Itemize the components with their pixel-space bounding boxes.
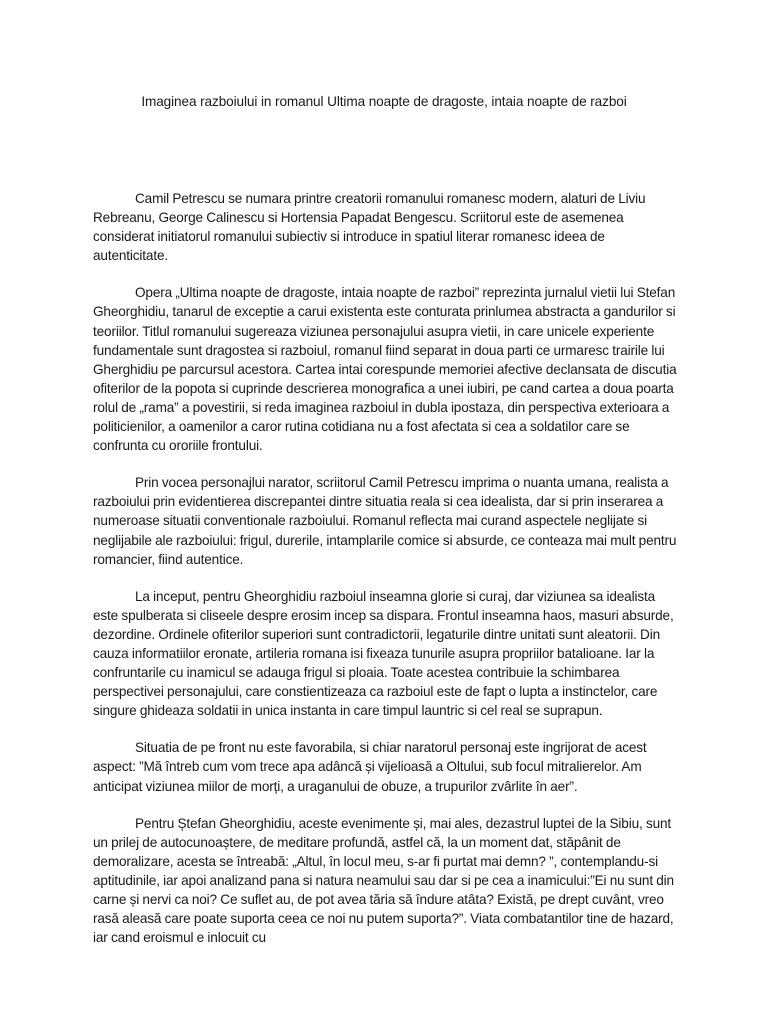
paragraph-opera: Opera „Ultima noapte de dragoste, intaia noapte de razboi” reprezinta jurnalul vietii lui Stefan Gheorghidiu, tanarul de exceptie a carui existenta este conturata prinlumea abstracta a gandurilor si teoriilor. Titlul romanului sugereaza viziunea personajului asupra vietii, in care unicele experiente fundamentale sunt dragostea si razboiul, romanul fiind separat in doua parti ce urmaresc trairile lui Gherghidiu pe parcursul acestora. Cartea intai corespunde memoriei afective declansata de discutia ofiterilor de la popota si cuprinde descrierea monografica a unei iubiri, pe cand cartea a doua poarta rolul de „rama” a povestirii, si reda imaginea razboiul in dubla ipostaza, din perspectiva exterioara a politicienilor, a oamenilor a caror rutina cotidiana nu a fost afectata si cea a soldatilor care se confrunta cu ororiile frontului. [93,285,677,454]
paragraph-self-knowledge: Pentru Ștefan Gheorghidiu, aceste evenimente și, mai ales, dezastrul luptei de la Sibiu, sunt un prilej de autocunoaștere, de meditare profundă, astfel că, la un moment dat, stăpânit de demoralizare, acesta se întreabă: „Altul, în locul meu, s-ar fi purtat mai demn? ”, contemplandu-si aptitudinile, iar apoi analizand pana si natura neamului sau dar si pe cea a inamicului:”Ei nu sunt din carne și nervi ca noi? Ce suflet au, de pot avea tăria să îndure atâta? Există, pe drept cuvânt, vreo rasă aleasă care poate suporta ceea ce noi nu putem suporta?”. Viata combatantilor tine de hazard, iar cand eroismul e inlocuit cu [93,815,674,946]
paragraph-front-situation: Situatia de pe front nu este favorabila, si chiar naratorul personaj este ingrijorat de acest aspect: ”Mă întreb cum vom trece apa adâncă și vijelioasă a Oltului, sub focul mitralierelor. Am anticipat viziunea miilor de morți, a uraganului de obuze, a trupurilor zvârlite în aer”. [93,740,647,794]
document-body [93,189,679,965]
paragraph-intro: Camil Petrescu se numara printre creatorii romanului romanesc modern, alaturi de Liviu Rebreanu, George Calinescu si Hortensia Papadat Bengescu. Scriitorul este de asemenea considerat initiatorul romanului subiectiv si introduce in spatiul literar romanesc ideea de autenticitate. [93,191,646,264]
document-title: Imaginea razboiului in romanul Ultima noapte de dragoste, intaia noapte de razboi [141,94,627,109]
paragraph-war-vision: La inceput, pentru Gheorghidiu razboiul inseamna glorie si curaj, dar viziunea sa idealista este spulberata si cliseele despre erosim incep sa dispara. Frontul inseamna haos, masuri absurde, dezordine. Ordinele ofiterilor superiori sunt contradictorii, legaturile dintre unitati sunt aleatorii. Din cauza informatiilor eronate, artileria romana isi fixeaza tunurile asupra propriilor batalioane. Iar la confruntarile cu inamicul se adauga frigul si ploaia. Toate acestea contribuie la schimbarea perspectivei personajului, care constientizeaza ca razboiul este de fapt o lupta a instinctelor, care singure ghideaza soldatii in unica instanta in care timpul launtric si cel real se suprapun. [93,588,674,719]
paragraph-narrator-voice: Prin vocea personajlui narator, scriitorul Camil Petrescu imprima o nuanta umana, realista a razboiului prin evidentierea discrepantei dintre situatia reala si cea idealista, dar si prin inserarea a numeroase situatii conventionale razboiului. Romanul reflecta mai curand aspectele neglijate si neglijabile ale razboiului: frigul, durerile, intamplarile comice si absurde, ce conteaza mai mult pentru romancier, fiind autentice. [93,475,677,567]
